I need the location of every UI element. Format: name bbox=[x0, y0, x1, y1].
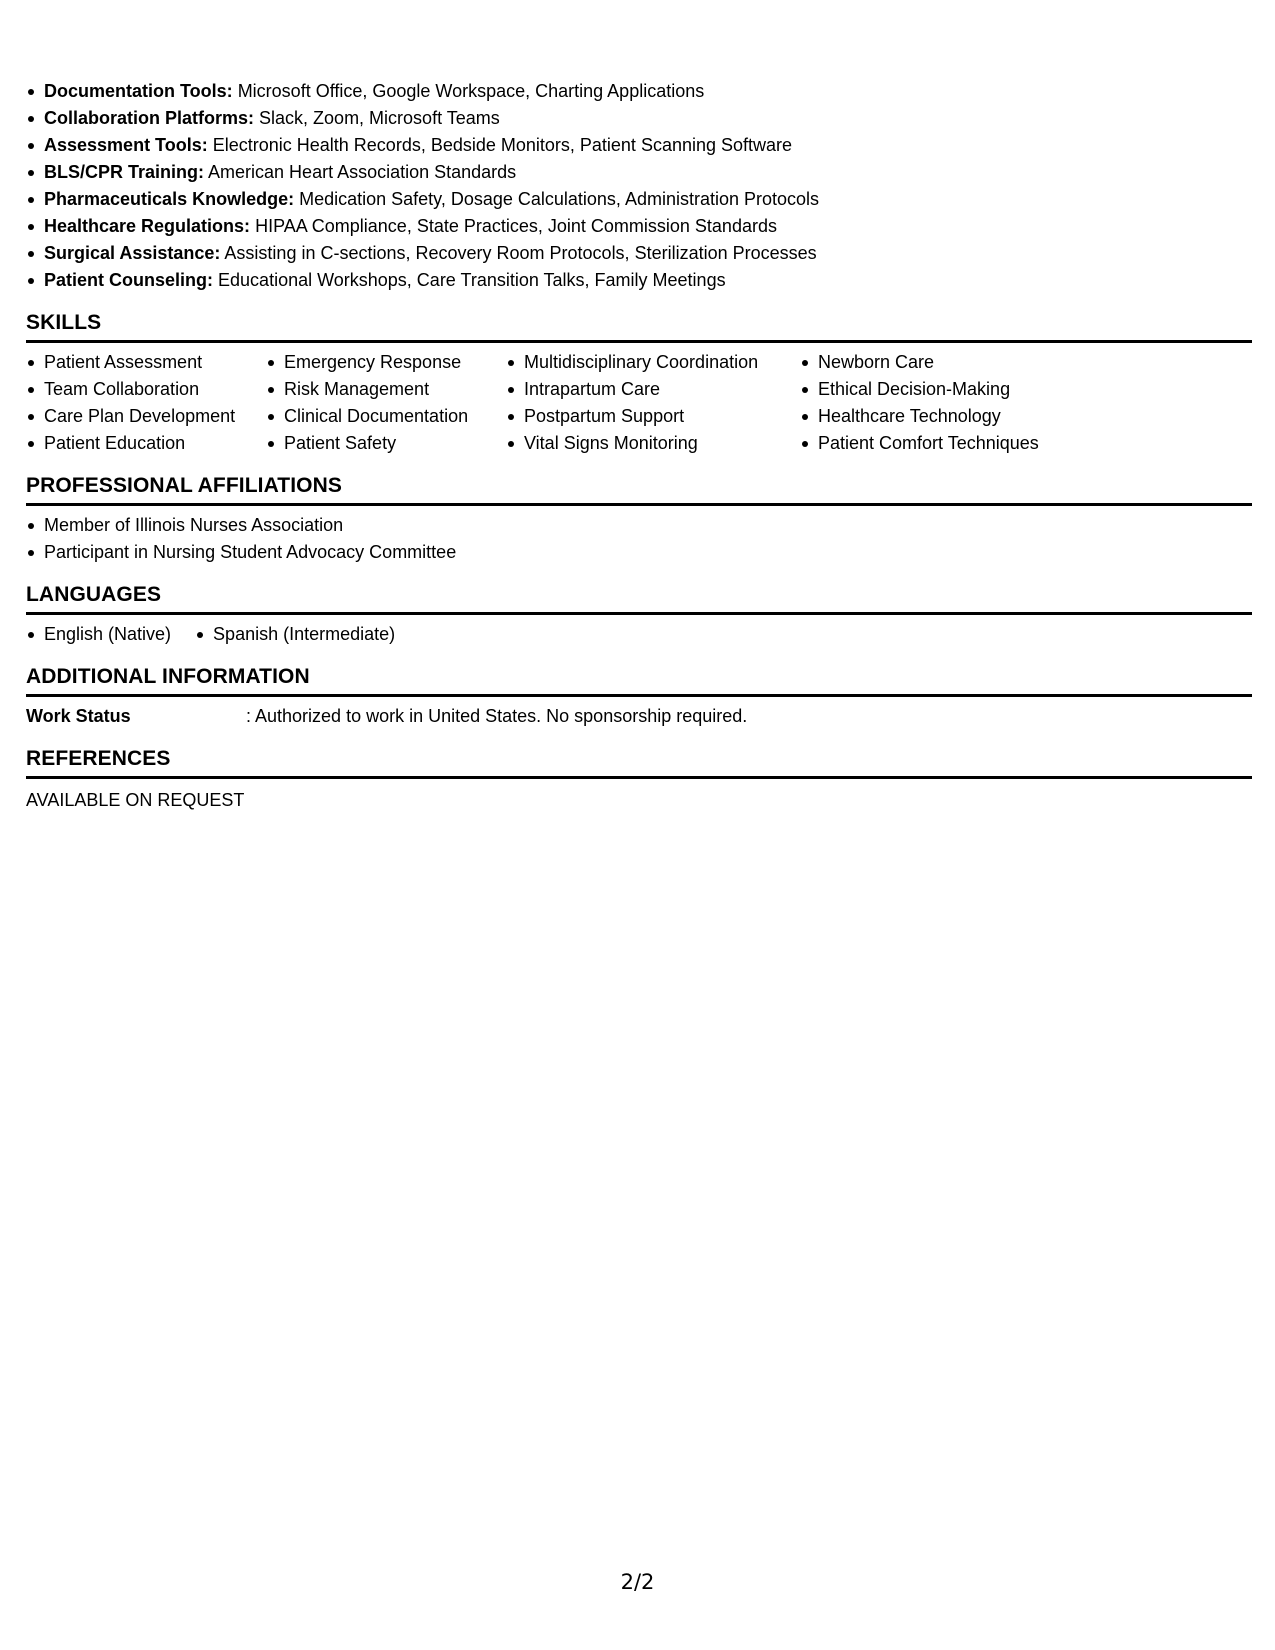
work-status-row bbox=[26, 703, 1252, 730]
work-status-label: Work Status bbox=[26, 706, 131, 726]
skill-item: Emergency Response bbox=[266, 349, 506, 376]
skill-item: Postpartum Support bbox=[506, 403, 800, 430]
tool-label: Documentation Tools: bbox=[44, 81, 233, 101]
skill-item: Patient Comfort Techniques bbox=[800, 430, 1100, 457]
work-status-value: : Authorized to work in United States. No sponsorship required. bbox=[246, 706, 748, 726]
skills-column bbox=[26, 349, 266, 457]
tool-value: Slack, Zoom, Microsoft Teams bbox=[259, 108, 500, 128]
tool-value: Medication Safety, Dosage Calculations, Administration Protocols bbox=[299, 189, 820, 209]
affiliation-item: Member of Illinois Nurses Association bbox=[26, 512, 1252, 539]
additional-info-heading: ADDITIONAL INFORMATION bbox=[26, 662, 1252, 697]
affiliations-list bbox=[26, 512, 1252, 566]
tool-label: Pharmaceuticals Knowledge: bbox=[44, 189, 295, 209]
skill-item: Patient Assessment bbox=[26, 349, 266, 376]
skill-item: Ethical Decision-Making bbox=[800, 376, 1100, 403]
list-item bbox=[26, 78, 1252, 105]
skills-column bbox=[506, 349, 800, 457]
skill-item: Risk Management bbox=[266, 376, 506, 403]
skill-item: Healthcare Technology bbox=[800, 403, 1100, 430]
tool-label: Assessment Tools: bbox=[44, 135, 208, 155]
skills-grid bbox=[26, 349, 1252, 457]
tool-value: Assisting in C-sections, Recovery Room Protocols, Sterilization Processes bbox=[224, 243, 817, 263]
technical-tools-list bbox=[26, 78, 1252, 294]
tool-label: Patient Counseling: bbox=[44, 270, 214, 290]
skill-item: Intrapartum Care bbox=[506, 376, 800, 403]
list-item bbox=[26, 267, 1252, 294]
list-item bbox=[26, 132, 1252, 159]
references-text: AVAILABLE ON REQUEST bbox=[26, 790, 245, 810]
list-item bbox=[26, 240, 1252, 267]
skills-column bbox=[266, 349, 506, 457]
list-item bbox=[26, 186, 1252, 213]
references-heading: REFERENCES bbox=[26, 744, 1252, 779]
skill-item: Patient Education bbox=[26, 430, 266, 457]
tool-label: Collaboration Platforms: bbox=[44, 108, 255, 128]
skill-item: Team Collaboration bbox=[26, 376, 266, 403]
tool-label: Healthcare Regulations: bbox=[44, 216, 251, 236]
list-item bbox=[26, 105, 1252, 132]
language-item: Spanish (Intermediate) bbox=[195, 621, 395, 648]
page-number: 2/2 bbox=[620, 1570, 655, 1594]
skill-item: Vital Signs Monitoring bbox=[506, 430, 800, 457]
skill-item: Patient Safety bbox=[266, 430, 506, 457]
list-item bbox=[26, 213, 1252, 240]
languages-heading: LANGUAGES bbox=[26, 580, 1252, 615]
affiliation-item: Participant in Nursing Student Advocacy Committee bbox=[26, 539, 1252, 566]
tool-value: Microsoft Office, Google Workspace, Charting Applications bbox=[237, 81, 705, 101]
skills-column bbox=[800, 349, 1100, 457]
list-item bbox=[26, 159, 1252, 186]
resume-page-2 bbox=[26, 78, 1252, 814]
tool-label: Surgical Assistance: bbox=[44, 243, 221, 263]
tool-label: BLS/CPR Training: bbox=[44, 162, 205, 182]
tool-value: HIPAA Compliance, State Practices, Joint Commission Standards bbox=[255, 216, 777, 236]
tool-value: Educational Workshops, Care Transition Talks, Family Meetings bbox=[218, 270, 726, 290]
skill-item: Clinical Documentation bbox=[266, 403, 506, 430]
language-item: English (Native) bbox=[26, 621, 171, 648]
tool-value: American Heart Association Standards bbox=[208, 162, 517, 182]
tool-value: Electronic Health Records, Bedside Monitors, Patient Scanning Software bbox=[212, 135, 793, 155]
languages-list bbox=[26, 621, 1252, 648]
skill-item: Newborn Care bbox=[800, 349, 1100, 376]
affiliations-heading: PROFESSIONAL AFFILIATIONS bbox=[26, 471, 1252, 506]
skill-item: Care Plan Development bbox=[26, 403, 266, 430]
skills-heading: SKILLS bbox=[26, 308, 1252, 343]
skill-item: Multidisciplinary Coordination bbox=[506, 349, 800, 376]
